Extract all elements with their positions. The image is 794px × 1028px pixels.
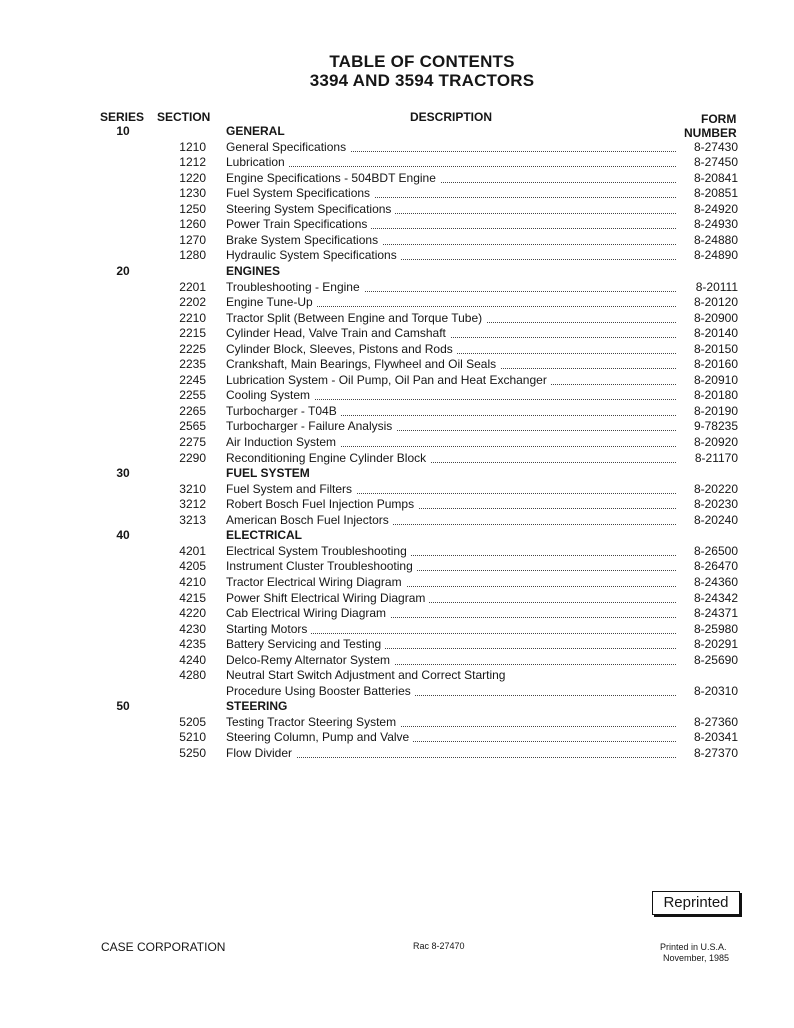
description-text: Instrument Cluster Troubleshooting [226, 559, 417, 573]
toc-row [0, 606, 794, 621]
section-number: 5250 [179, 746, 206, 760]
form-number: 8-20180 [693, 388, 738, 403]
printed-location: Printed in U.S.A. [660, 942, 727, 952]
toc-series-heading [0, 466, 794, 481]
section-number: 5205 [179, 714, 206, 729]
description-text: Air Induction System [226, 435, 340, 449]
description-text: Electrical System Troubleshooting [226, 544, 411, 558]
section-number: 4215 [179, 590, 206, 605]
form-number: 8-20310 [693, 683, 738, 698]
toc-entry-description [226, 357, 676, 372]
toc-entry-description [226, 373, 676, 388]
form-column-header: FORM [701, 112, 737, 126]
toc-entry-description [226, 684, 676, 699]
description-text: Steering System Specifications [226, 202, 395, 216]
section-number: 2265 [179, 403, 206, 418]
section-number: 2202 [179, 295, 206, 310]
series-number: 30 [116, 466, 130, 481]
toc-entry-description [226, 746, 676, 761]
form-number: 8-20160 [693, 357, 738, 372]
section-number: 2290 [179, 450, 206, 465]
form-number: 8-20341 [693, 730, 738, 745]
toc-entry-description [226, 155, 676, 170]
rac-number: Rac 8-27470 [413, 941, 465, 951]
description-text: Engine Tune-Up [226, 295, 317, 309]
toc-entry-description [226, 497, 676, 512]
toc-series-heading [0, 264, 794, 279]
toc-entry-description [226, 388, 676, 403]
toc-entry-description [226, 559, 676, 574]
toc-entry-description [226, 435, 676, 450]
toc-row [0, 497, 794, 512]
toc-entry-description [226, 419, 676, 434]
toc-row [0, 311, 794, 326]
section-number: 5210 [179, 730, 206, 745]
company-name: CASE CORPORATION [101, 940, 226, 954]
form-number: 8-20291 [693, 637, 738, 652]
form-number-column-header: NUMBER [684, 126, 737, 140]
toc-entry-description [226, 248, 676, 263]
toc-entry-description [226, 591, 676, 606]
form-number: 8-20140 [693, 326, 738, 341]
toc-entry-description [226, 171, 676, 186]
section-number: 1210 [179, 139, 206, 154]
toc-row [0, 435, 794, 450]
toc-row [0, 591, 794, 606]
toc-entry-description [226, 342, 676, 357]
form-number: 8-20920 [693, 435, 738, 449]
document-title: TABLE OF CONTENTS [329, 52, 515, 71]
toc-entry-description [226, 140, 676, 155]
section-column-header: SECTION [157, 110, 211, 124]
section-number: 1212 [179, 155, 206, 170]
toc-row [0, 202, 794, 217]
toc-row [0, 746, 794, 761]
toc-entry-description [226, 606, 676, 621]
description-column-header: DESCRIPTION [410, 110, 493, 124]
form-number: 8-20841 [693, 170, 738, 185]
form-number: 8-25690 [693, 652, 738, 667]
toc-entry-description [226, 482, 676, 497]
toc-row [0, 217, 794, 232]
toc-row [0, 622, 794, 637]
section-number: 1270 [179, 232, 206, 247]
section-number: 4201 [179, 543, 206, 558]
form-number: 8-20111 [695, 279, 738, 294]
form-number: 8-25980 [693, 621, 738, 636]
section-number: 1230 [179, 186, 206, 201]
form-number: 8-20910 [693, 372, 738, 387]
toc-row [0, 513, 794, 528]
toc-entry-description [226, 202, 676, 217]
description-text: Power Shift Electrical Wiring Diagram [226, 591, 429, 605]
section-number: 1280 [179, 248, 206, 263]
toc-entry-description [226, 622, 676, 637]
form-number: 8-24920 [693, 201, 738, 216]
toc-row [0, 730, 794, 745]
form-number: 8-27370 [693, 746, 738, 760]
description-text: Tractor Electrical Wiring Diagram [226, 575, 406, 589]
series-column-header: SERIES [100, 110, 145, 124]
section-number: 4210 [179, 574, 206, 589]
toc-row [0, 715, 794, 730]
toc-entry-description [226, 668, 676, 683]
series-number: 40 [116, 528, 130, 543]
toc-entry-description [226, 637, 676, 652]
description-text: Tractor Split (Between Engine and Torque Tube) [226, 311, 486, 325]
section-number: 2245 [179, 372, 206, 387]
toc-entry-description [226, 326, 676, 341]
description-text: Cylinder Block, Sleeves, Pistons and Rods [226, 342, 457, 356]
description-text: Lubrication System - Oil Pump, Oil Pan and Heat Exchanger [226, 373, 551, 387]
toc-row [0, 684, 794, 699]
form-number: 8-20190 [693, 403, 738, 418]
toc-row [0, 404, 794, 419]
description-text: Starting Motors [226, 622, 311, 636]
section-number: 2201 [179, 279, 206, 294]
description-text: STEERING [226, 699, 291, 713]
form-number: 8-24930 [693, 217, 738, 232]
toc-row [0, 171, 794, 186]
description-text: Procedure Using Booster Batteries [226, 684, 415, 698]
form-number: 8-24371 [693, 606, 738, 621]
section-number: 4230 [179, 621, 206, 636]
form-number: 8-24890 [693, 248, 738, 263]
section-number: 2275 [179, 435, 206, 449]
toc-row [0, 248, 794, 263]
form-number: 8-20220 [693, 481, 738, 496]
toc-entry-description [226, 513, 676, 528]
toc-series-heading [0, 699, 794, 714]
section-number: 2225 [179, 341, 206, 356]
toc-entry-description [226, 544, 676, 559]
description-text: Turbocharger - Failure Analysis [226, 419, 396, 433]
toc-entry-description [226, 451, 676, 466]
toc-row [0, 419, 794, 434]
description-text: Battery Servicing and Testing [226, 637, 385, 651]
description-text: Brake System Specifications [226, 233, 382, 247]
toc-row [0, 155, 794, 170]
description-text: Power Train Specifications [226, 217, 371, 231]
toc-entry-description [226, 575, 676, 590]
form-number: 8-26500 [693, 543, 738, 558]
description-text: American Bosch Fuel Injectors [226, 513, 393, 527]
dot-leader [226, 166, 676, 167]
description-text: Cylinder Head, Valve Train and Camshaft [226, 326, 450, 340]
series-number: 10 [116, 124, 130, 138]
section-number: 2565 [179, 419, 206, 434]
form-number: 8-20851 [693, 186, 738, 201]
section-number: 4240 [179, 652, 206, 667]
toc-entry-description [226, 233, 676, 248]
description-text: Robert Bosch Fuel Injection Pumps [226, 497, 418, 511]
toc-entry-description [226, 311, 676, 326]
toc-entry-description [226, 124, 676, 139]
form-number: 8-27430 [693, 139, 738, 154]
section-number: 3213 [179, 512, 206, 527]
toc-entry-description [226, 699, 676, 714]
toc-row [0, 451, 794, 466]
form-number: 8-20900 [693, 310, 738, 325]
description-text: Troubleshooting - Engine [226, 280, 364, 294]
form-number: 8-26470 [693, 559, 738, 574]
description-text: ELECTRICAL [226, 528, 306, 542]
toc-row [0, 388, 794, 403]
toc-row [0, 653, 794, 668]
toc-row [0, 373, 794, 388]
section-number: 2210 [179, 310, 206, 325]
description-text: Testing Tractor Steering System [226, 715, 400, 729]
toc-row [0, 559, 794, 574]
series-number: 20 [116, 263, 130, 278]
form-number: 8-21170 [694, 450, 738, 465]
description-text: Cab Electrical Wiring Diagram [226, 606, 390, 620]
toc-row [0, 482, 794, 497]
section-number: 3210 [179, 481, 206, 496]
description-text: Cooling System [226, 388, 314, 402]
form-number: 8-20230 [693, 497, 738, 512]
section-number: 4205 [179, 559, 206, 574]
series-number: 50 [116, 699, 130, 714]
toc-row [0, 342, 794, 357]
form-number: 8-20240 [693, 512, 738, 527]
description-text: Neutral Start Switch Adjustment and Correct Starting [226, 668, 509, 682]
section-number: 2255 [179, 388, 206, 403]
form-number: 8-27450 [693, 155, 738, 170]
section-number: 4220 [179, 606, 206, 621]
description-text: General Specifications [226, 140, 350, 154]
description-text: FUEL SYSTEM [226, 466, 314, 480]
toc-row [0, 233, 794, 248]
toc-row [0, 575, 794, 590]
description-text: Turbocharger - T04B [226, 404, 341, 418]
description-text: Crankshaft, Main Bearings, Flywheel and Oil Seals [226, 357, 500, 371]
form-number: 8-24360 [693, 574, 738, 589]
form-number: 9-78235 [693, 419, 738, 434]
toc-row [0, 295, 794, 310]
toc-series-heading [0, 124, 794, 139]
reprinted-stamp: Reprinted [652, 891, 740, 915]
description-text: GENERAL [226, 124, 289, 138]
section-number: 2235 [179, 357, 206, 372]
toc-entry-description [226, 715, 676, 730]
section-number: 4280 [179, 668, 206, 683]
toc-row [0, 326, 794, 341]
form-number: 8-20120 [693, 295, 738, 310]
toc-entry-description [226, 730, 676, 745]
toc-row [0, 357, 794, 372]
toc-entry-description [226, 466, 676, 481]
toc-row [0, 186, 794, 201]
form-number: 8-24880 [693, 232, 738, 247]
toc-series-heading [0, 528, 794, 543]
section-number: 1220 [179, 170, 206, 185]
description-text: Lubrication [226, 155, 289, 169]
toc-entry-description [226, 528, 676, 543]
form-number: 8-27360 [693, 714, 738, 729]
toc-row [0, 637, 794, 652]
toc-entry-description [226, 404, 676, 419]
document-subtitle: 3394 AND 3594 TRACTORS [309, 71, 535, 90]
description-text: ENGINES [226, 264, 284, 278]
toc-entry-description [226, 186, 676, 201]
description-text: Steering Column, Pump and Valve [226, 730, 413, 744]
section-number: 2215 [179, 326, 206, 341]
description-text: Engine Specifications - 504BDT Engine [226, 171, 440, 185]
toc-entry-description [226, 295, 676, 310]
toc-entry-description [226, 217, 676, 232]
toc-entry-description [226, 264, 676, 279]
description-text: Flow Divider [226, 746, 296, 760]
form-number: 8-20150 [693, 341, 738, 356]
section-number: 1250 [179, 201, 206, 216]
toc-row [0, 544, 794, 559]
section-number: 1260 [179, 217, 206, 232]
description-text: Fuel System Specifications [226, 186, 374, 200]
form-number: 8-24342 [693, 590, 738, 605]
section-number: 3212 [179, 497, 206, 512]
description-text: Hydraulic System Specifications [226, 248, 401, 262]
toc-row [0, 140, 794, 155]
toc-row [0, 668, 794, 683]
description-text: Delco-Remy Alternator System [226, 653, 394, 667]
description-text: Reconditioning Engine Cylinder Block [226, 451, 430, 465]
toc-entry-description [226, 653, 676, 668]
section-number: 4235 [179, 637, 206, 652]
toc-entry-description [226, 280, 676, 295]
print-date: November, 1985 [663, 953, 730, 963]
toc-row [0, 280, 794, 295]
description-text: Fuel System and Filters [226, 482, 356, 496]
